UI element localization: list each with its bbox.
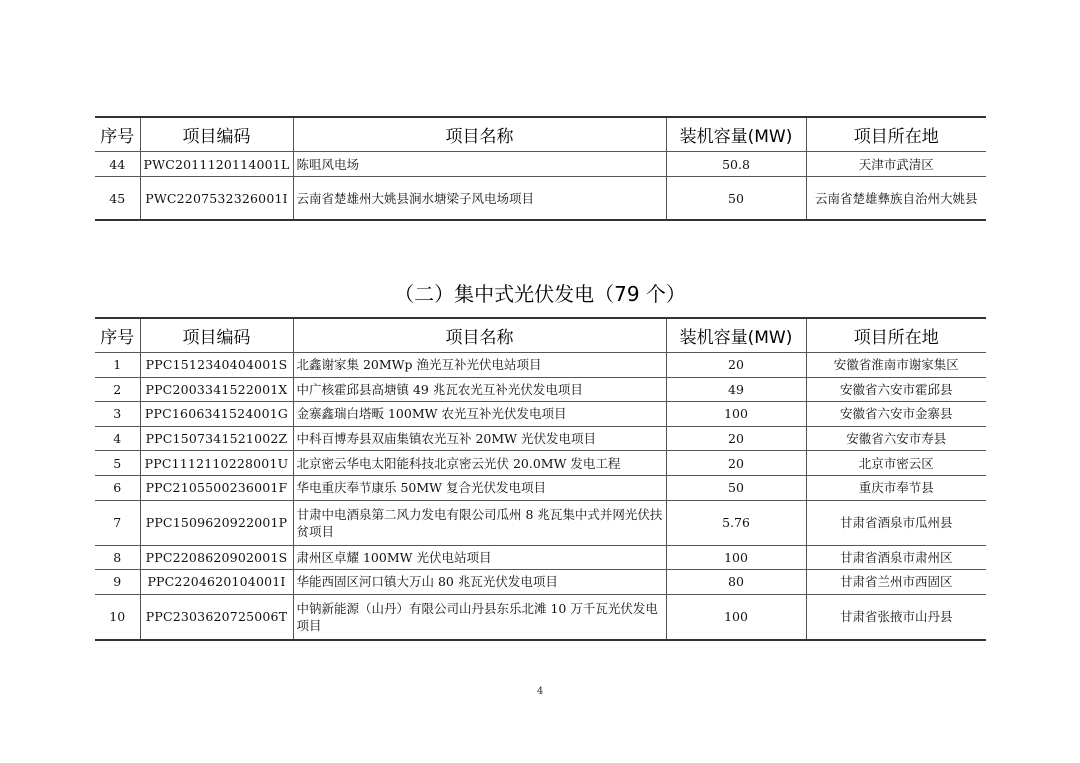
cell-no: 9 bbox=[95, 570, 140, 595]
cell-no: 44 bbox=[109, 156, 126, 172]
header-code: 项目编码 bbox=[140, 318, 293, 353]
table-row bbox=[95, 402, 986, 427]
solar-project-table bbox=[95, 317, 986, 641]
table-row bbox=[95, 451, 986, 476]
cell-location: 甘肃省张掖市山丹县 bbox=[806, 594, 986, 640]
cell-code: PPC1512340404001S bbox=[140, 353, 293, 378]
table-row bbox=[95, 377, 986, 402]
cell-name: 云南省楚雄州大姚县涧水塘梁子风电场项目 bbox=[293, 177, 666, 221]
cell-name: 华电重庆奉节康乐 50MW 复合光伏发电项目 bbox=[293, 475, 666, 500]
cell-capacity: 5.76 bbox=[666, 500, 806, 545]
cell-location: 重庆市奉节县 bbox=[806, 475, 986, 500]
wind-project-table bbox=[95, 116, 986, 221]
cell-capacity: 100 bbox=[666, 594, 806, 640]
cell-no: 2 bbox=[95, 377, 140, 402]
header-location: 项目所在地 bbox=[806, 117, 986, 152]
cell-code: PPC2303620725006T bbox=[140, 594, 293, 640]
table-row bbox=[95, 152, 986, 177]
cell-no: 7 bbox=[95, 500, 140, 545]
cell-location: 安徽省六安市霍邱县 bbox=[806, 377, 986, 402]
cell-name: 肃州区卓耀 100MW 光伏电站项目 bbox=[293, 545, 666, 570]
cell-code: PPC2105500236001F bbox=[140, 475, 293, 500]
cell-name: 中钠新能源（山丹）有限公司山丹县东乐北滩 10 万千瓦光伏发电项目 bbox=[293, 594, 666, 640]
cell-location: 甘肃省酒泉市瓜州县 bbox=[806, 500, 986, 545]
cell-capacity: 50 bbox=[666, 177, 806, 221]
cell-name: 华能西固区河口镇大万山 80 兆瓦光伏发电项目 bbox=[293, 570, 666, 595]
table-row bbox=[95, 570, 986, 595]
header-code: 项目编码 bbox=[140, 117, 293, 152]
cell-location: 甘肃省酒泉市肃州区 bbox=[806, 545, 986, 570]
cell-no: 1 bbox=[113, 357, 122, 373]
cell-code: PWC2207532326001I bbox=[140, 177, 293, 221]
table-row bbox=[95, 426, 986, 451]
table-row bbox=[95, 475, 986, 500]
cell-location: 北京市密云区 bbox=[806, 451, 986, 476]
cell-code: PPC2003341522001X bbox=[140, 377, 293, 402]
cell-capacity: 20 bbox=[666, 426, 806, 451]
cell-capacity: 100 bbox=[666, 402, 806, 427]
cell-name: 金寨鑫瑞白塔畈 100MW 农光互补光伏发电项目 bbox=[293, 402, 666, 427]
header-capacity: 装机容量(MW) bbox=[666, 318, 806, 353]
cell-no: 3 bbox=[95, 402, 140, 427]
cell-name: 中科百博寿县双庙集镇农光互补 20MW 光伏发电项目 bbox=[293, 426, 666, 451]
header-name: 项目名称 bbox=[293, 318, 666, 353]
cell-no: 10 bbox=[95, 594, 140, 640]
page-number: 4 bbox=[536, 686, 544, 697]
cell-code: PPC1606341524001G bbox=[140, 402, 293, 427]
table-row bbox=[95, 594, 986, 640]
table-header-row bbox=[95, 117, 986, 152]
cell-location: 安徽省六安市金寨县 bbox=[806, 402, 986, 427]
cell-capacity: 49 bbox=[666, 377, 806, 402]
cell-no: 8 bbox=[95, 545, 140, 570]
cell-location: 安徽省六安市寿县 bbox=[806, 426, 986, 451]
header-capacity: 装机容量(MW) bbox=[666, 117, 806, 152]
header-location: 项目所在地 bbox=[806, 318, 986, 353]
header-no: 序号 bbox=[95, 117, 140, 152]
cell-code: PPC2208620902001S bbox=[140, 545, 293, 570]
cell-capacity: 20 bbox=[666, 353, 806, 378]
cell-capacity: 50 bbox=[666, 475, 806, 500]
cell-location: 天津市武清区 bbox=[806, 152, 986, 177]
cell-capacity: 80 bbox=[666, 570, 806, 595]
cell-name: 甘肃中电酒泉第二风力发电有限公司瓜州 8 兆瓦集中式并网光伏扶贫项目 bbox=[293, 500, 666, 545]
cell-location: 甘肃省兰州市西固区 bbox=[806, 570, 986, 595]
section-heading: （二）集中式光伏发电（79 个） bbox=[394, 282, 686, 306]
table-row bbox=[95, 500, 986, 545]
cell-no: 45 bbox=[95, 177, 140, 221]
cell-capacity: 50.8 bbox=[666, 152, 806, 177]
cell-location: 云南省楚雄彝族自治州大姚县 bbox=[806, 177, 986, 221]
cell-code: PPC1507341521002Z bbox=[140, 426, 293, 451]
table-row bbox=[95, 177, 986, 221]
cell-no: 5 bbox=[95, 451, 140, 476]
cell-capacity: 100 bbox=[666, 545, 806, 570]
cell-name: 北京密云华电太阳能科技北京密云光伏 20.0MW 发电工程 bbox=[293, 451, 666, 476]
header-name: 项目名称 bbox=[293, 117, 666, 152]
cell-name: 北鑫谢家集 20MWp 渔光互补光伏电站项目 bbox=[293, 353, 666, 378]
cell-code: PPC1509620922001P bbox=[140, 500, 293, 545]
table-row bbox=[95, 353, 986, 378]
header-no: 序号 bbox=[95, 318, 140, 353]
cell-name: 中广核霍邱县高塘镇 49 兆瓦农光互补光伏发电项目 bbox=[293, 377, 666, 402]
cell-name: 陈咀风电场 bbox=[293, 152, 666, 177]
cell-no: 6 bbox=[95, 475, 140, 500]
table-header-row bbox=[95, 318, 986, 353]
cell-no: 4 bbox=[95, 426, 140, 451]
cell-location: 安徽省淮南市谢家集区 bbox=[806, 353, 986, 378]
table-row bbox=[95, 545, 986, 570]
cell-code: PPC1112110228001U bbox=[140, 451, 293, 476]
cell-code: PPC2204620104001I bbox=[140, 570, 293, 595]
cell-code: PWC2011120114001L bbox=[140, 152, 293, 177]
cell-capacity: 20 bbox=[666, 451, 806, 476]
